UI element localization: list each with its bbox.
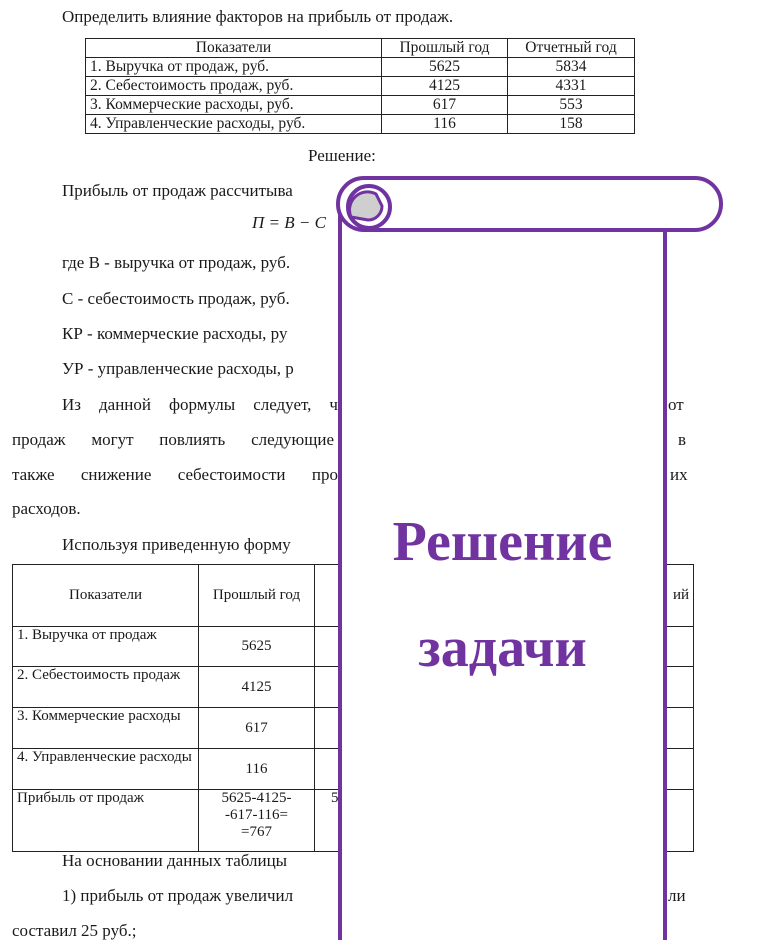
word: могут bbox=[91, 430, 134, 449]
table-cell: 553 bbox=[508, 96, 635, 115]
definition-kr: КР - коммерческие расходы, ру bbox=[62, 324, 288, 343]
definition-ur: УР - управленческие расходы, р bbox=[62, 359, 294, 378]
formula: П = В − С bbox=[252, 213, 326, 232]
table-cell: 4. Управленческие расходы bbox=[13, 749, 199, 790]
table-cell: 158 bbox=[508, 115, 635, 134]
word: повлиять bbox=[159, 430, 226, 449]
table-cell: 617 bbox=[382, 96, 508, 115]
table-cell: 1. Выручка от продаж bbox=[13, 627, 199, 667]
table-row bbox=[86, 115, 635, 134]
table-cell: 617 bbox=[199, 708, 315, 749]
paragraph-tail: их bbox=[670, 465, 688, 484]
banner-title-line2: задачи bbox=[418, 617, 587, 679]
word: себестоимости bbox=[177, 465, 286, 484]
table-cell: 5834 bbox=[508, 58, 635, 77]
word: формулы bbox=[169, 395, 236, 414]
header-cell: Отчетный год bbox=[508, 39, 635, 58]
conclusion-item: 1) прибыль от продаж увеличил bbox=[62, 886, 294, 905]
scroll-curl-icon bbox=[346, 184, 392, 230]
table-cell: 5625 bbox=[382, 58, 508, 77]
table-cell: 3. Коммерческие расходы bbox=[13, 708, 199, 749]
conclusion-tail: ли bbox=[668, 886, 686, 905]
word: продаж bbox=[12, 430, 66, 449]
intro-text: Определить влияние факторов на прибыль от продаж. bbox=[62, 7, 454, 26]
header-cell: Показатели bbox=[86, 39, 382, 58]
profit-calc-text: Прибыль от продаж рассчитыва bbox=[62, 181, 293, 200]
word: ч bbox=[329, 395, 338, 414]
table-cell: 5 bbox=[315, 790, 615, 852]
table-cell: 116 bbox=[382, 115, 508, 134]
paragraph-tail: в bbox=[678, 430, 687, 449]
table-cell: 2. Себестоимость продаж, руб. bbox=[86, 77, 382, 96]
word: Из bbox=[62, 395, 81, 414]
paragraph-line: расходов. bbox=[12, 499, 81, 518]
word: следующие bbox=[251, 430, 334, 449]
word: снижение bbox=[80, 465, 152, 484]
word: про bbox=[311, 465, 338, 484]
table-cell: 116 bbox=[199, 749, 315, 790]
paragraph-line bbox=[12, 430, 334, 450]
table-cell: 3. Коммерческие расходы, руб. bbox=[86, 96, 382, 115]
table-cell: 4125 bbox=[199, 667, 315, 708]
paragraph-tail: от bbox=[668, 395, 684, 414]
header-cell: Прошлый год bbox=[382, 39, 508, 58]
header-cell: Показатели bbox=[13, 565, 199, 627]
word: также bbox=[12, 465, 55, 484]
table-cell: 5625 bbox=[199, 627, 315, 667]
conclusion-intro: На основании данных таблицы bbox=[62, 851, 288, 870]
using-formula-text: Используя приведенную форму bbox=[62, 535, 291, 554]
definition-b: где В - выручка от продаж, руб. bbox=[62, 253, 291, 272]
paragraph-line bbox=[62, 395, 338, 415]
table-cell: 4125 bbox=[382, 77, 508, 96]
table-cell: 2. Себестоимость продаж bbox=[13, 667, 199, 708]
table-row bbox=[86, 58, 635, 77]
conclusion-item: составил 25 руб.; bbox=[12, 921, 137, 940]
header-cell: Прошлый год bbox=[199, 565, 315, 627]
definition-c: С - себестоимость продаж, руб. bbox=[62, 289, 290, 308]
data-table bbox=[85, 38, 635, 134]
header-cell: ий bbox=[615, 565, 694, 627]
word: данной bbox=[99, 395, 151, 414]
table-cell: 4. Управленческие расходы, руб. bbox=[86, 115, 382, 134]
solution-heading: Решение: bbox=[308, 146, 376, 165]
word: следует, bbox=[253, 395, 312, 414]
table-row bbox=[86, 77, 635, 96]
table-cell: 1. Выручка от продаж, руб. bbox=[86, 58, 382, 77]
paragraph-line bbox=[12, 465, 338, 485]
scroll-top-roll bbox=[336, 176, 723, 232]
table-header-row bbox=[86, 39, 635, 58]
banner-title-line1: Решение bbox=[392, 511, 613, 573]
table-row bbox=[86, 96, 635, 115]
table-cell: 5625-4125- -617-116= =767 bbox=[199, 790, 315, 852]
table-cell: 4331 bbox=[508, 77, 635, 96]
table-cell: Прибыль от продаж bbox=[13, 790, 199, 852]
